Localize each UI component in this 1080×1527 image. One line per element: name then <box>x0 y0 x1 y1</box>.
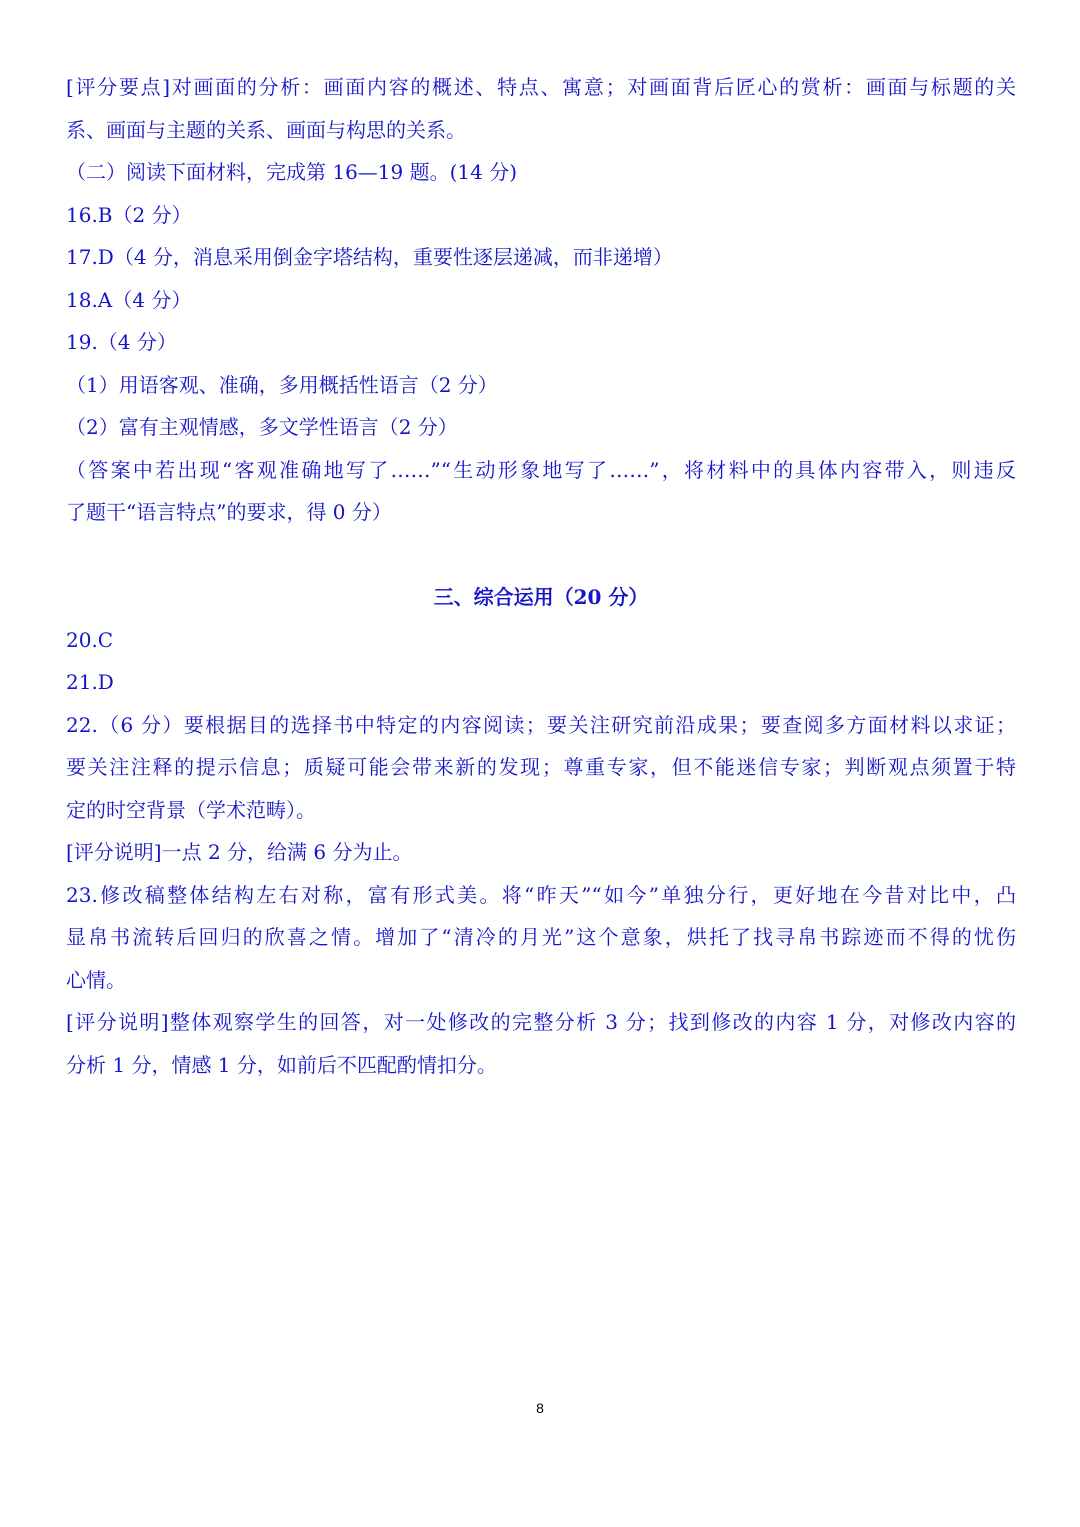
scoring-points-line-1: [评分要点]对画面的分析：画面内容的概述、特点、寓意；对画面背后匠心的赏析：画面与标题的关 <box>66 75 1016 99</box>
answer-19-point-2: （2）富有主观情感，多文学性语言（2 分） <box>66 415 458 439</box>
answer-19-point-1: （1）用语客观、准确，多用概括性语言（2 分） <box>66 372 498 397</box>
section-3-heading: 三、综合运用（20 分） <box>433 585 649 609</box>
answer-20: 20.C <box>66 627 114 652</box>
answer-19-note-line-2: 了题干“语言特点”的要求，得 0 分） <box>66 500 392 524</box>
answer-key-content <box>66 66 1016 1086</box>
answer-21: 21.D <box>66 670 114 694</box>
answer-17: 17.D（4 分，消息采用倒金字塔结构，重要性逐层递减，而非递增） <box>66 245 673 269</box>
answer-23-scoring-note-line-1: [评分说明]整体观察学生的回答，对一处修改的完整分析 3 分；找到修改的内容 1 分，对修改内容的 <box>66 1010 1016 1034</box>
answer-22-scoring-note: [评分说明]一点 2 分，给满 6 分为止。 <box>66 840 413 864</box>
answer-23-line-2: 显帛书流转后回归的欣喜之情。增加了“清冷的月光”这个意象，烘托了找寻帛书踪迹而不得的忧伤 <box>66 925 1016 949</box>
page-number: 8 <box>536 1400 544 1416</box>
answer-22-line-1: 22.（6 分）要根据目的选择书中特定的内容阅读；要关注研究前沿成果；要查阅多方面材料以求证； <box>66 712 1016 737</box>
section-2-reading-heading: （二）阅读下面材料，完成第 16—19 题。(14 分) <box>66 160 518 184</box>
answer-22-line-2: 要关注注释的提示信息；质疑可能会带来新的发现；尊重专家，但不能迷信专家；判断观点须置于特 <box>66 755 1016 779</box>
answer-19-note-line-1: （答案中若出现“客观准确地写了……”“生动形象地写了……”，将材料中的具体内容带入，则违反 <box>66 457 1016 482</box>
answer-18: 18.A（4 分） <box>66 287 192 312</box>
answer-23-scoring-note-line-2: 分析 1 分，情感 1 分，如前后不匹配酌情扣分。 <box>66 1052 497 1077</box>
answer-23-line-1: 23.修改稿整体结构左右对称，富有形式美。将“昨天”“如今”单独分行，更好地在今昔对比中，凸 <box>66 882 1016 907</box>
scoring-points-line-2: 系、画面与主题的关系、画面与构思的关系。 <box>66 117 466 142</box>
answer-19: 19.（4 分） <box>66 330 177 354</box>
answer-22-line-3: 定的时空背景（学术范畴）。 <box>66 797 316 822</box>
answer-23-line-3: 心情。 <box>66 967 126 992</box>
answer-16: 16.B（2 分） <box>66 202 192 227</box>
